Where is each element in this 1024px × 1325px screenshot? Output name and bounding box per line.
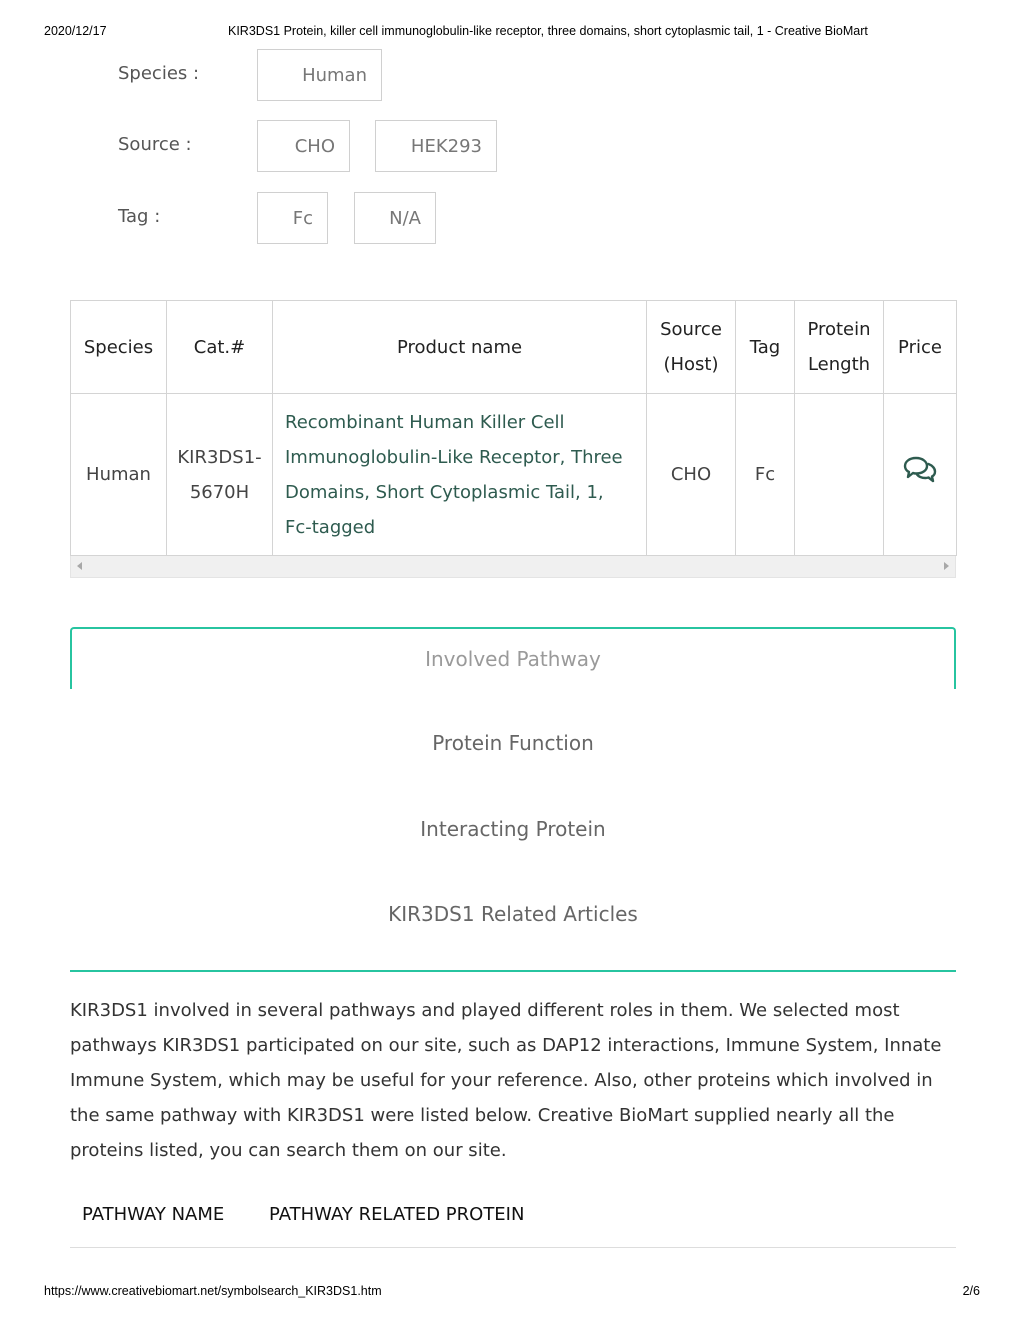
tag-filter-label: Tag : bbox=[118, 206, 161, 227]
cell-cat bbox=[167, 394, 273, 556]
header-species: Species bbox=[71, 301, 167, 394]
print-header bbox=[44, 24, 980, 42]
header-tag: Tag bbox=[736, 301, 795, 394]
pathway-table-header bbox=[70, 1196, 956, 1248]
tabs-divider bbox=[70, 970, 956, 972]
print-page-title: KIR3DS1 Protein, killer cell immunoglobulin-like receptor, three domains, short cytoplasmic tail, 1 - Creative BioMart bbox=[228, 24, 868, 38]
source-option-cho[interactable]: CHO bbox=[257, 120, 350, 172]
cell-cat-line2: 5670H bbox=[189, 481, 250, 503]
products-table-header-row bbox=[71, 301, 957, 394]
pathway-name-header: PATHWAY NAME bbox=[82, 1204, 225, 1225]
species-option-human[interactable]: Human bbox=[257, 49, 382, 101]
header-source-line2: (Host) bbox=[663, 354, 719, 375]
pathway-description: KIR3DS1 involved in several pathways and played different roles in them. We selected most pathways KIR3DS1 participated on our site, such as DAP12 interactions, Immune System, Innate Immune System, which may be useful for your reference. Also, other proteins which involved in the same pathway with KIR3DS1 were listed below. Creative BioMart supplied nearly all the proteins listed, you can search them on our site. bbox=[70, 1000, 942, 1161]
products-table bbox=[70, 300, 957, 556]
header-product-name: Product name bbox=[273, 301, 647, 394]
cell-price bbox=[884, 394, 957, 556]
print-footer bbox=[44, 1284, 980, 1302]
tab-interacting-protein[interactable]: Interacting Protein bbox=[420, 817, 606, 841]
chat-bubbles-icon[interactable] bbox=[903, 455, 937, 495]
products-table-container bbox=[70, 300, 956, 578]
table-row bbox=[71, 394, 957, 556]
cell-protein-length bbox=[795, 394, 884, 556]
tab-related-articles[interactable]: KIR3DS1 Related Articles bbox=[388, 902, 638, 926]
header-cat: Cat.# bbox=[167, 301, 273, 394]
scroll-right-arrow-icon[interactable] bbox=[944, 562, 949, 570]
tab-involved-pathway[interactable]: Involved Pathway bbox=[70, 627, 956, 689]
header-length-line1: Protein bbox=[807, 319, 871, 340]
header-protein-length bbox=[795, 301, 884, 394]
header-source bbox=[647, 301, 736, 394]
tab-protein-function[interactable]: Protein Function bbox=[432, 731, 594, 755]
tag-option-na[interactable]: N/A bbox=[354, 192, 436, 244]
print-date: 2020/12/17 bbox=[44, 24, 107, 38]
table-horizontal-scrollbar[interactable] bbox=[70, 556, 956, 578]
header-length-line2: Length bbox=[807, 354, 871, 375]
scroll-left-arrow-icon[interactable] bbox=[77, 562, 82, 570]
cell-cat-line1: KIR3DS1- bbox=[177, 446, 262, 468]
tag-option-fc[interactable]: Fc bbox=[257, 192, 328, 244]
cell-species: Human bbox=[71, 394, 167, 556]
header-price: Price bbox=[884, 301, 957, 394]
source-option-hek293[interactable]: HEK293 bbox=[375, 120, 497, 172]
species-filter-label: Species : bbox=[118, 63, 200, 84]
header-source-line1: Source bbox=[660, 319, 722, 340]
product-name-link[interactable]: Recombinant Human Killer Cell Immunoglobulin-Like Receptor, Three Domains, Short Cytoplasmic Tail, 1, Fc-tagged bbox=[273, 394, 647, 556]
cell-source: CHO bbox=[647, 394, 736, 556]
pathway-protein-header: PATHWAY RELATED PROTEIN bbox=[269, 1204, 525, 1225]
source-filter-label: Source : bbox=[118, 134, 192, 155]
print-url: https://www.creativebiomart.net/symbolsearch_KIR3DS1.htm bbox=[44, 1284, 382, 1298]
print-page-number: 2/6 bbox=[962, 1284, 980, 1298]
cell-tag: Fc bbox=[736, 394, 795, 556]
